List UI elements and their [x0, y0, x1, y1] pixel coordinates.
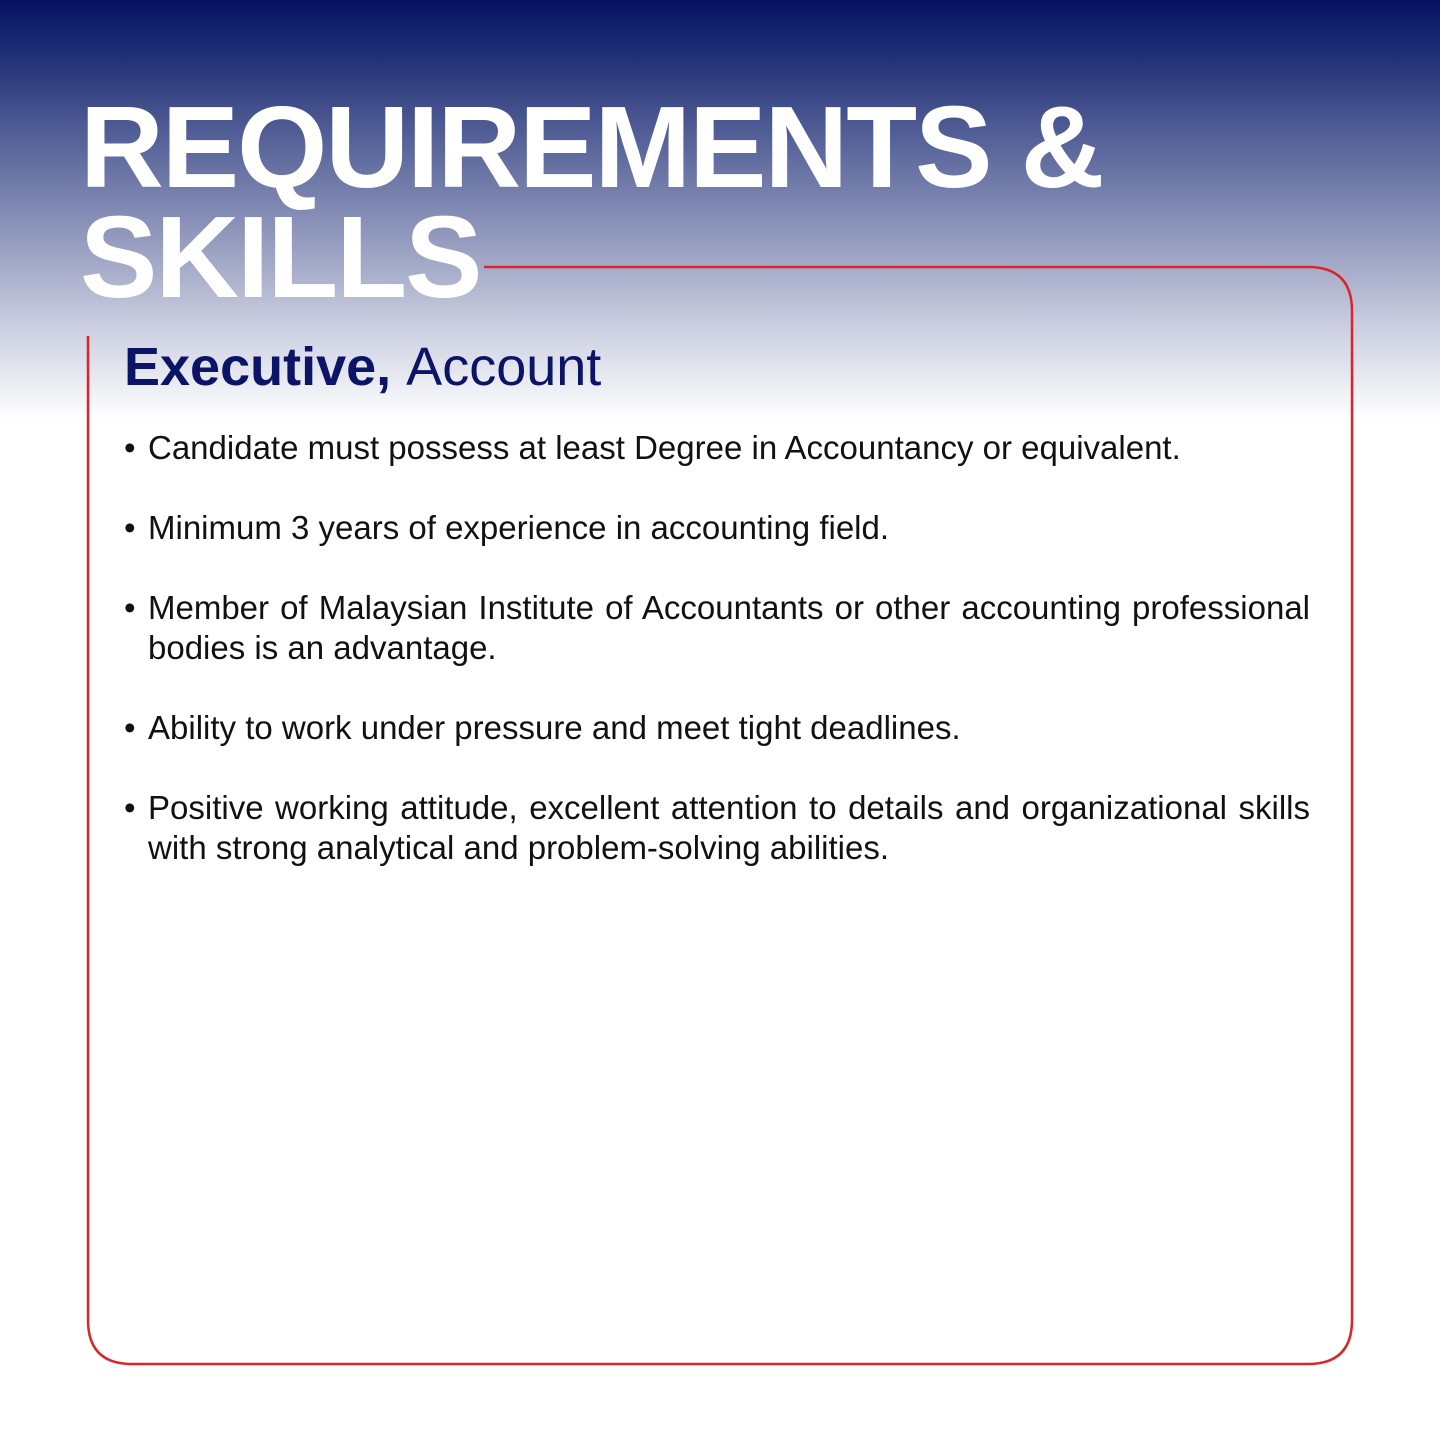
requirement-item: [124, 588, 1310, 668]
requirements-list: [124, 428, 1310, 908]
title-line-1: REQUIREMENTS &: [80, 82, 1103, 212]
page-title: [80, 82, 1103, 322]
bullet-icon: •: [124, 709, 136, 746]
position-role-strong: Executive,: [124, 337, 392, 397]
bullet-icon: •: [124, 509, 136, 546]
bullet-icon: •: [124, 789, 136, 826]
requirement-item: [124, 428, 1310, 468]
position-role-light: Account: [406, 337, 602, 397]
requirement-item: [124, 788, 1310, 868]
position-title: [124, 332, 601, 402]
requirement-text: Minimum 3 years of experience in accounting field.: [148, 509, 890, 546]
requirement-item: [124, 508, 1310, 548]
requirement-text: Candidate must possess at least Degree in Accountancy or equivalent.: [148, 429, 1181, 466]
requirement-text: Member of Malaysian Institute of Accountants or other accounting professional bodies is an advantage.: [148, 589, 1310, 666]
requirement-text: Ability to work under pressure and meet tight deadlines.: [148, 709, 961, 746]
requirement-item: [124, 708, 1310, 748]
bullet-icon: •: [124, 589, 136, 626]
requirement-text: Positive working attitude, excellent attention to details and organizational skills with strong analytical and problem-solving abilities.: [148, 789, 1310, 866]
bullet-icon: •: [124, 429, 136, 466]
title-line-2: SKILLS: [80, 192, 481, 322]
